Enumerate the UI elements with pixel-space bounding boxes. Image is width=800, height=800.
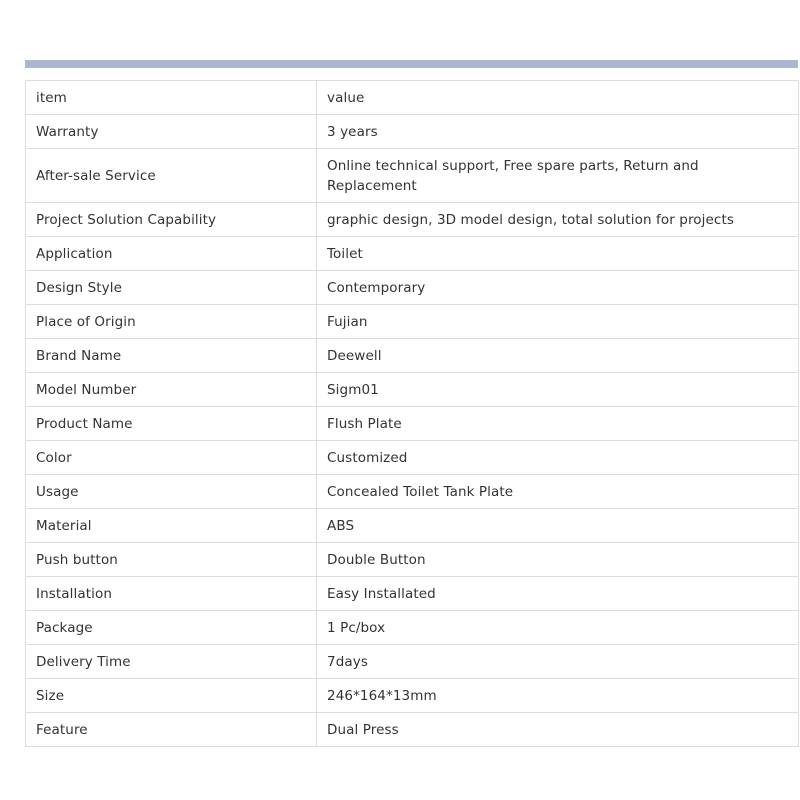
column-header-item: item	[26, 81, 317, 115]
row-value: 7days	[317, 645, 799, 679]
table-row	[26, 305, 799, 339]
table-header-row	[26, 81, 799, 115]
row-value: Fujian	[317, 305, 799, 339]
table-row	[26, 543, 799, 577]
row-label: Size	[26, 679, 317, 713]
row-value: Concealed Toilet Tank Plate	[317, 475, 799, 509]
row-label: Brand Name	[26, 339, 317, 373]
row-label: Place of Origin	[26, 305, 317, 339]
row-label: Application	[26, 237, 317, 271]
row-value: 1 Pc/box	[317, 611, 799, 645]
row-label: Usage	[26, 475, 317, 509]
row-label: Model Number	[26, 373, 317, 407]
table-row	[26, 237, 799, 271]
row-label: Product Name	[26, 407, 317, 441]
row-value: Flush Plate	[317, 407, 799, 441]
row-value: Customized	[317, 441, 799, 475]
table-row	[26, 203, 799, 237]
row-value: 3 years	[317, 115, 799, 149]
row-label: Material	[26, 509, 317, 543]
header-divider-bar	[25, 60, 798, 68]
table-row	[26, 373, 799, 407]
table-row	[26, 339, 799, 373]
row-value: Double Button	[317, 543, 799, 577]
row-label: Color	[26, 441, 317, 475]
table-row	[26, 271, 799, 305]
row-label: Push button	[26, 543, 317, 577]
row-value: Contemporary	[317, 271, 799, 305]
table-row	[26, 577, 799, 611]
row-value: Deewell	[317, 339, 799, 373]
table-row	[26, 149, 799, 203]
table-row	[26, 441, 799, 475]
row-label: After-sale Service	[26, 149, 317, 203]
spec-table	[25, 80, 799, 747]
table-row	[26, 645, 799, 679]
row-value: ABS	[317, 509, 799, 543]
row-label: Installation	[26, 577, 317, 611]
row-label: Package	[26, 611, 317, 645]
row-label: Design Style	[26, 271, 317, 305]
row-value: graphic design, 3D model design, total solution for projects	[317, 203, 799, 237]
row-value: 246*164*13mm	[317, 679, 799, 713]
column-header-value: value	[317, 81, 799, 115]
row-value: Online technical support, Free spare parts, Return and Replacement	[317, 149, 799, 203]
table-row	[26, 475, 799, 509]
row-label: Warranty	[26, 115, 317, 149]
row-value: Easy Installated	[317, 577, 799, 611]
row-value: Toilet	[317, 237, 799, 271]
table-row	[26, 713, 799, 747]
row-label: Delivery Time	[26, 645, 317, 679]
table-row	[26, 509, 799, 543]
row-value: Sigm01	[317, 373, 799, 407]
row-label: Feature	[26, 713, 317, 747]
row-value: Dual Press	[317, 713, 799, 747]
table-row	[26, 115, 799, 149]
table-row	[26, 407, 799, 441]
row-label: Project Solution Capability	[26, 203, 317, 237]
table-row	[26, 679, 799, 713]
table-row	[26, 611, 799, 645]
